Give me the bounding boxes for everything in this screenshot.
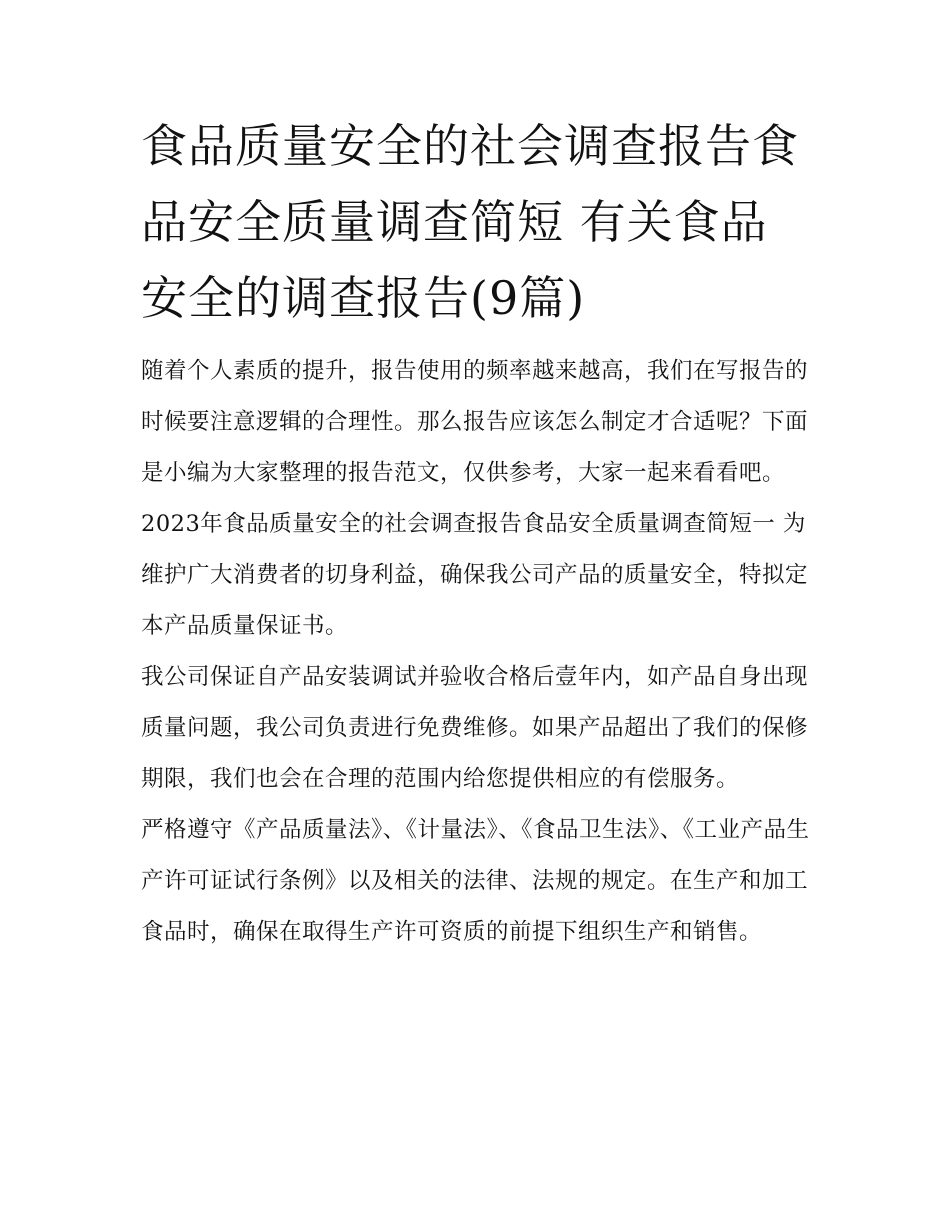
section-one-paragraph: 2023年食品质量安全的社会调查报告食品安全质量调查简短一 为维护广大消费者的切身利益，确保我公司产品的质量安全，特拟定本产品质量保证书。 xyxy=(141,511,809,639)
warranty-paragraph: 我公司保证自产品安装调试并验收合格后壹年内，如产品自身出现质量问题，我公司负责进行免费维修。如果产品超出了我们的保修期限，我们也会在合理的范围内给您提供相应的有偿服务。 xyxy=(141,664,809,792)
document-page xyxy=(141,108,813,958)
compliance-paragraph: 严格遵守《产品质量法》、《计量法》、《食品卫生法》、《工业产品生产许可证试行条例》以及相关的法律、法规的规定。在生产和加工食品时，确保在取得生产许可资质的前提下组织生产和销售。 xyxy=(141,817,810,945)
document-title: 食品质量安全的社会调查报告食品安全质量调查简短 有关食品安全的调查报告(9篇) xyxy=(141,119,799,325)
intro-paragraph: 随着个人素质的提升，报告使用的频率越来越高，我们在写报告的时候要注意逻辑的合理性。那么报告应该怎么制定才合适呢？下面是小编为大家整理的报告范文，仅供参考，大家一起来看看吧。 xyxy=(141,358,809,486)
